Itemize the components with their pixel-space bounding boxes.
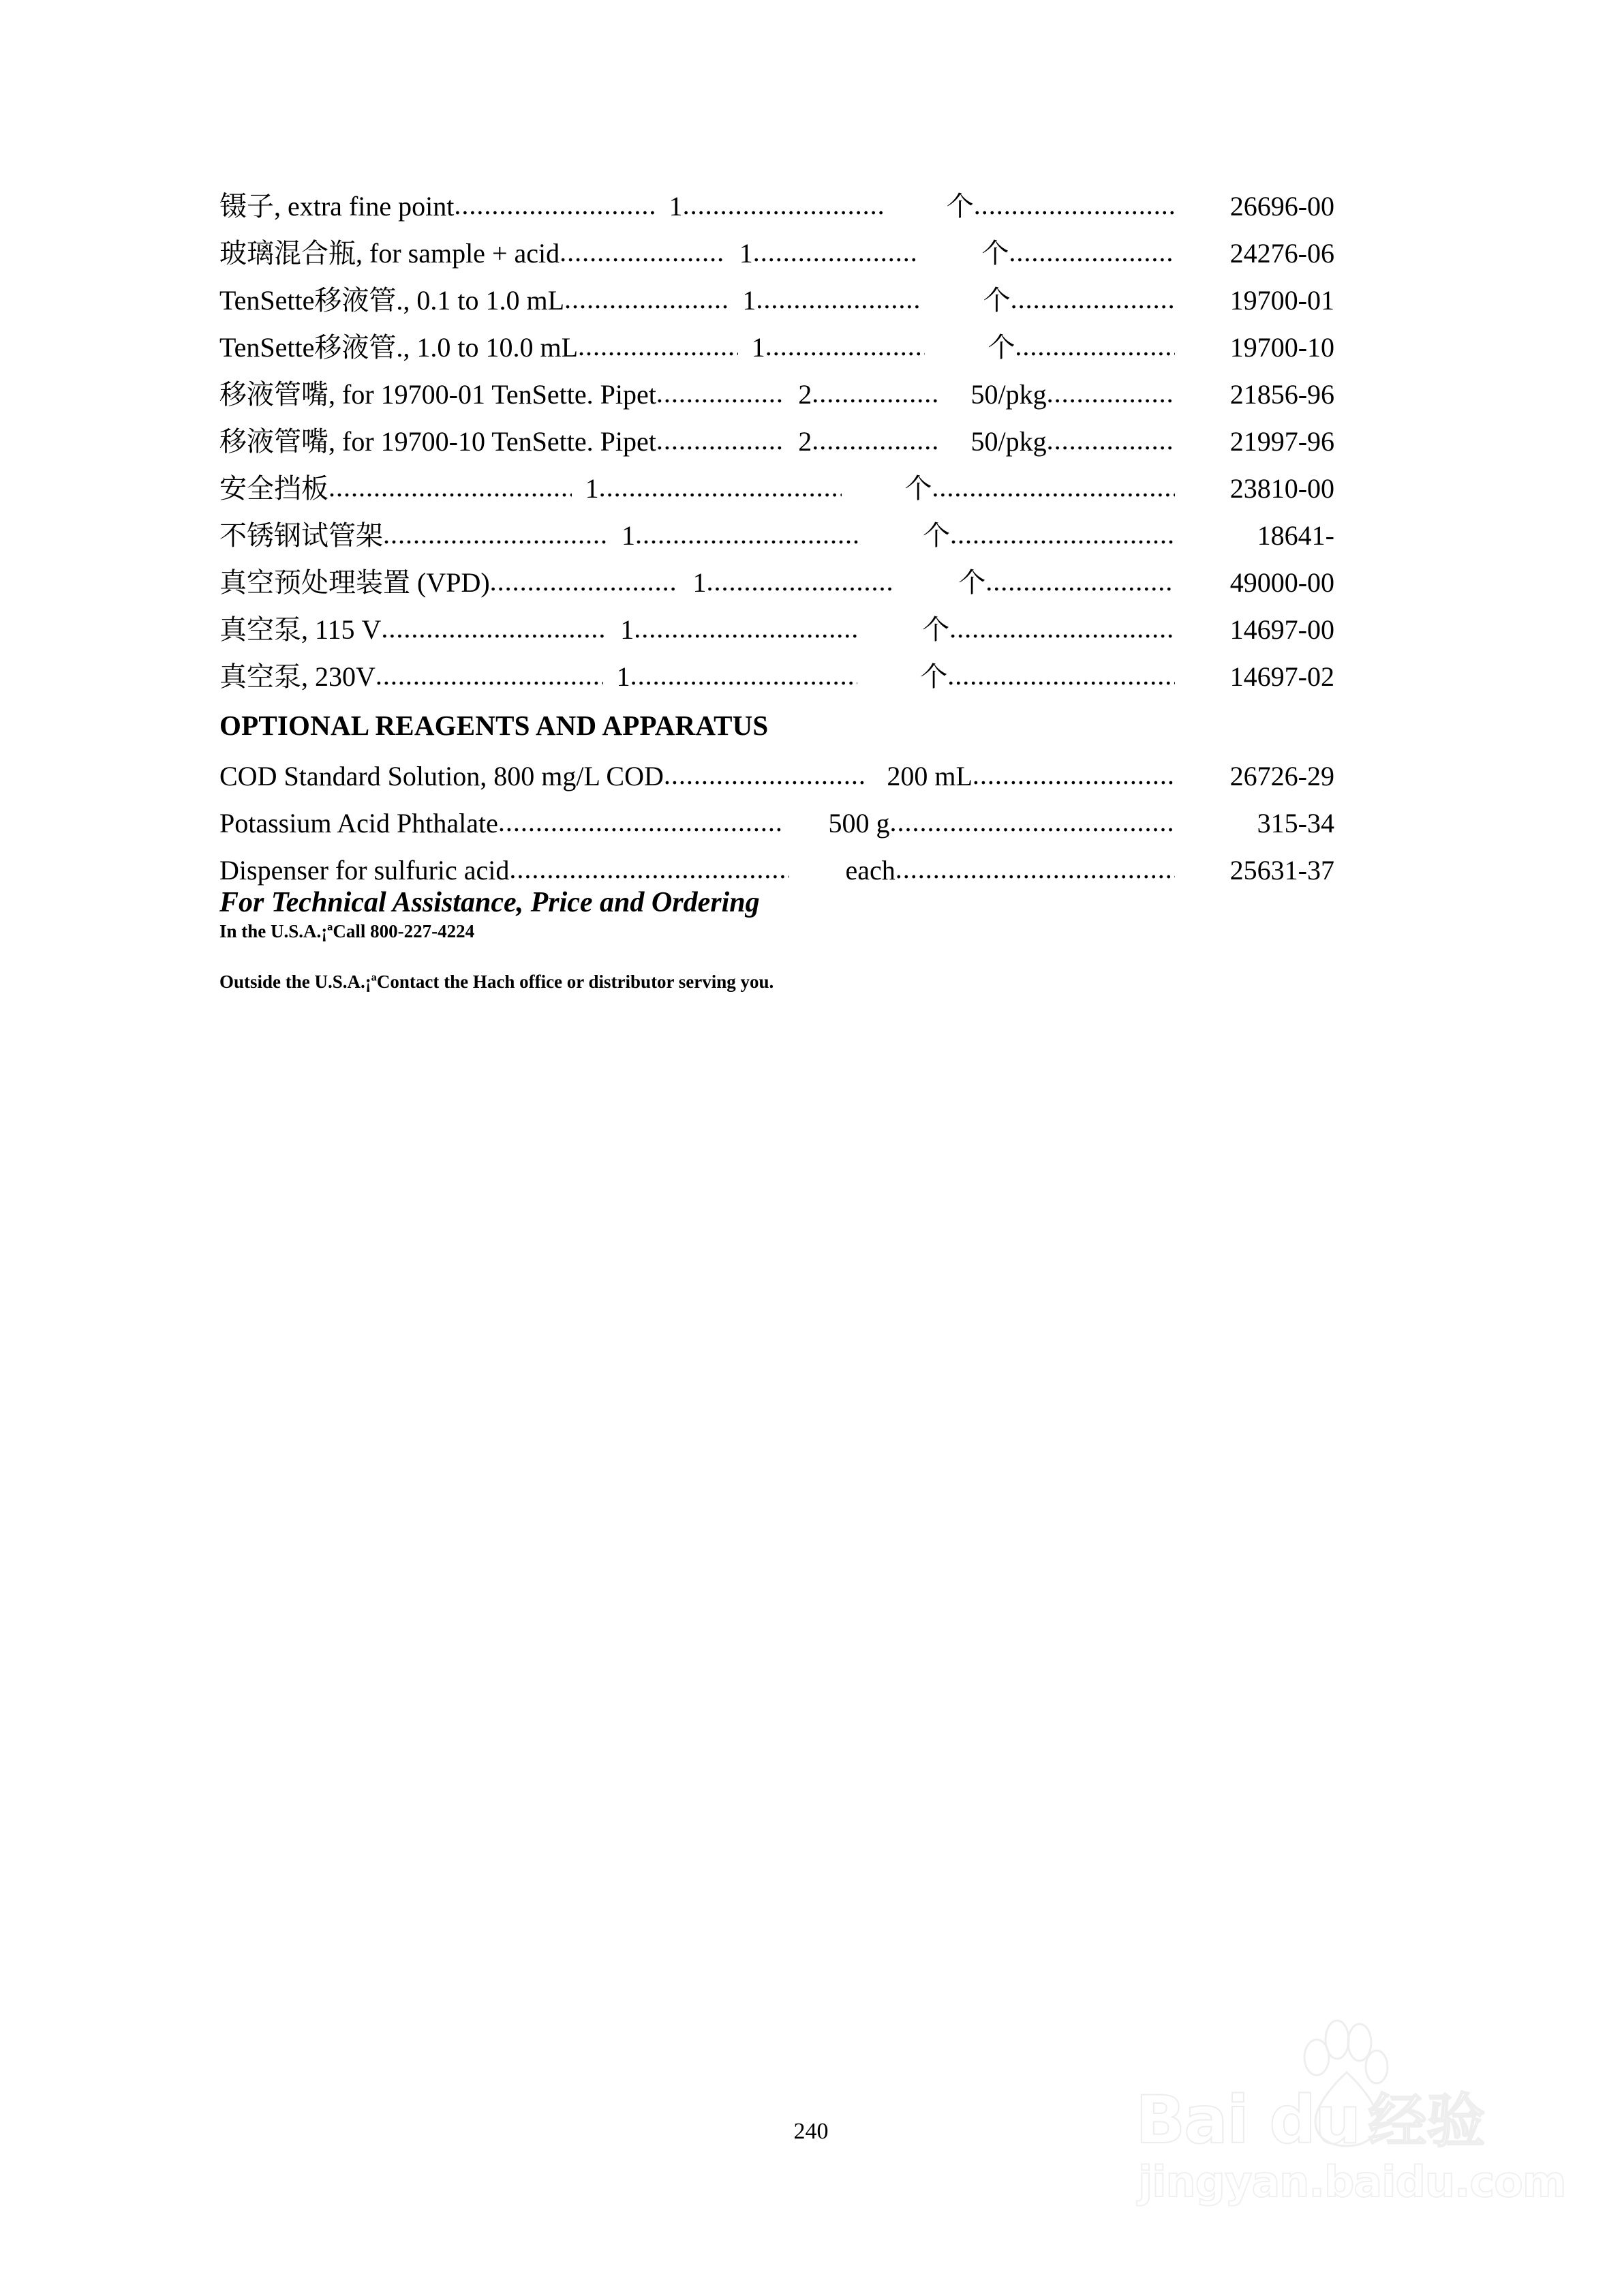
list-item: [219, 371, 1334, 418]
page-number: 240: [793, 2119, 829, 2144]
item-catalog-number: 14697-02: [1229, 661, 1334, 692]
item-catalog-number: 26696-00: [1229, 191, 1335, 222]
dot-leader: [896, 845, 1175, 892]
dot-leader: [1047, 369, 1175, 417]
item-catalog-number: 25631-37: [1229, 855, 1334, 886]
item-name: Potassium Acid Phthalate: [219, 808, 498, 839]
item-unit: 个: [923, 520, 950, 551]
list-item: [219, 230, 1334, 277]
dot-leader: [947, 652, 1175, 699]
watermark-brand-cn: 经验: [1368, 2087, 1486, 2156]
dot-leader: [706, 558, 896, 605]
optional-reagents-heading: OPTIONAL REAGENTS AND APPARATUS: [219, 710, 769, 741]
dot-leader: [949, 605, 1175, 652]
item-catalog-number: 315-34: [1257, 808, 1334, 839]
item-quantity: 1: [616, 661, 630, 692]
item-name: Dispenser for sulfuric acid: [219, 855, 510, 886]
dot-leader: [578, 322, 738, 369]
item-catalog-number: 19700-01: [1229, 285, 1334, 316]
item-name: 移液管嘴, for 19700-01 TenSette. Pipet: [219, 379, 656, 410]
technical-assistance-heading: For Technical Assistance, Price and Ordering: [219, 887, 760, 918]
item-quantity: 1: [692, 567, 707, 598]
item-quantity: 2: [798, 426, 812, 457]
dot-leader: [932, 464, 1175, 511]
item-catalog-number: 24276-06: [1229, 238, 1334, 269]
item-name: 移液管嘴, for 19700-10 TenSette. Pipet: [219, 426, 656, 457]
item-quantity: 1: [585, 473, 599, 504]
item-unit: 50/pkg: [970, 426, 1047, 457]
list-item: [219, 183, 1334, 230]
item-name: 真空泵, 115 V: [219, 614, 382, 645]
dot-leader: [490, 558, 679, 605]
item-name: 安全挡板: [219, 473, 328, 504]
item-name: 真空泵, 230V: [219, 661, 376, 692]
item-quantity: 1: [620, 614, 634, 645]
list-item: [219, 800, 1334, 847]
item-quantity: 1: [669, 191, 683, 222]
dot-leader: [560, 228, 726, 275]
list-item: [219, 653, 1334, 700]
item-unit: each: [845, 855, 896, 886]
dot-leader: [950, 511, 1175, 558]
dot-leader: [973, 751, 1175, 798]
dot-leader: [1011, 275, 1175, 322]
dot-leader: [656, 417, 784, 464]
dot-leader: [1015, 322, 1175, 369]
item-unit: 个: [981, 238, 1009, 269]
item-catalog-number: 21997-96: [1229, 426, 1335, 457]
item-quantity: 2: [798, 379, 812, 410]
dot-leader: [630, 652, 858, 699]
item-unit: 个: [946, 191, 974, 222]
item-name: 玻璃混合瓶, for sample + acid: [219, 238, 560, 269]
list-item: [219, 753, 1334, 800]
dot-leader: [328, 464, 572, 511]
dot-leader: [664, 751, 866, 798]
item-catalog-number: 23810-00: [1229, 473, 1335, 504]
item-unit: 个: [920, 661, 948, 692]
dot-leader: [635, 511, 860, 558]
item-unit: 个: [922, 614, 950, 645]
dot-leader: [634, 605, 859, 652]
item-unit: 个: [983, 285, 1011, 316]
dot-leader: [1047, 417, 1175, 464]
list-item: [219, 606, 1334, 653]
dot-leader: [1009, 228, 1175, 275]
baidu-watermark: [1135, 2012, 1566, 2224]
item-catalog-number: 14697-00: [1229, 614, 1334, 645]
item-catalog-number: 49000-00: [1229, 567, 1335, 598]
item-name: TenSette移液管., 1.0 to 10.0 mL: [219, 332, 579, 363]
list-item: [219, 465, 1334, 512]
item-unit: 个: [988, 332, 1015, 363]
dot-leader: [889, 798, 1175, 845]
dot-leader: [498, 798, 784, 845]
item-catalog-number: 18641-: [1257, 520, 1334, 551]
item-name: COD Standard Solution, 800 mg/L COD: [219, 761, 664, 791]
dot-leader: [454, 181, 655, 228]
dot-leader: [765, 322, 925, 369]
item-quantity: 1: [742, 285, 756, 316]
dot-leader: [812, 417, 940, 464]
dot-leader: [564, 275, 729, 322]
list-item: [219, 512, 1334, 559]
optional-reagents-list: [219, 753, 1334, 894]
item-catalog-number: 19700-10: [1229, 332, 1335, 363]
list-item: [219, 324, 1334, 371]
item-unit: 50/pkg: [970, 379, 1047, 410]
dot-leader: [812, 369, 940, 417]
item-catalog-number: 21856-96: [1229, 379, 1335, 410]
dot-leader: [599, 464, 842, 511]
dot-leader: [753, 228, 919, 275]
item-name: 镊子, extra fine point: [219, 191, 455, 222]
contact-usa-line: In the U.S.A.¡ªCall 800-227-4224: [219, 921, 475, 941]
watermark-brand-latin: Bai du: [1135, 2082, 1360, 2158]
item-unit: 个: [904, 473, 932, 504]
item-catalog-number: 26726-29: [1229, 761, 1334, 791]
dot-leader: [683, 181, 884, 228]
item-unit: 个: [958, 567, 986, 598]
dot-leader: [985, 558, 1175, 605]
item-quantity: 1: [751, 332, 765, 363]
dot-leader: [509, 845, 789, 892]
dot-leader: [756, 275, 920, 322]
item-unit: 200 mL: [887, 761, 973, 791]
item-unit: 500 g: [828, 808, 890, 839]
contact-outside-line: Outside the U.S.A.¡ªContact the Hach office or distributor serving you.: [219, 971, 774, 992]
item-quantity: 1: [739, 238, 753, 269]
list-item: [219, 418, 1334, 465]
item-name: 真空预处理装置 (VPD): [219, 567, 490, 598]
watermark-url: jingyan.baidu.com: [1138, 2157, 1566, 2207]
dot-leader: [383, 511, 608, 558]
dot-leader: [381, 605, 607, 652]
apparatus-list: [219, 183, 1334, 700]
list-item: [219, 559, 1334, 606]
dot-leader: [376, 652, 603, 699]
dot-leader: [974, 181, 1175, 228]
item-name: TenSette移液管., 0.1 to 1.0 mL: [219, 285, 565, 316]
list-item: [219, 277, 1334, 324]
item-name: 不锈钢试管架: [219, 520, 383, 551]
dot-leader: [656, 369, 784, 417]
item-quantity: 1: [622, 520, 635, 551]
